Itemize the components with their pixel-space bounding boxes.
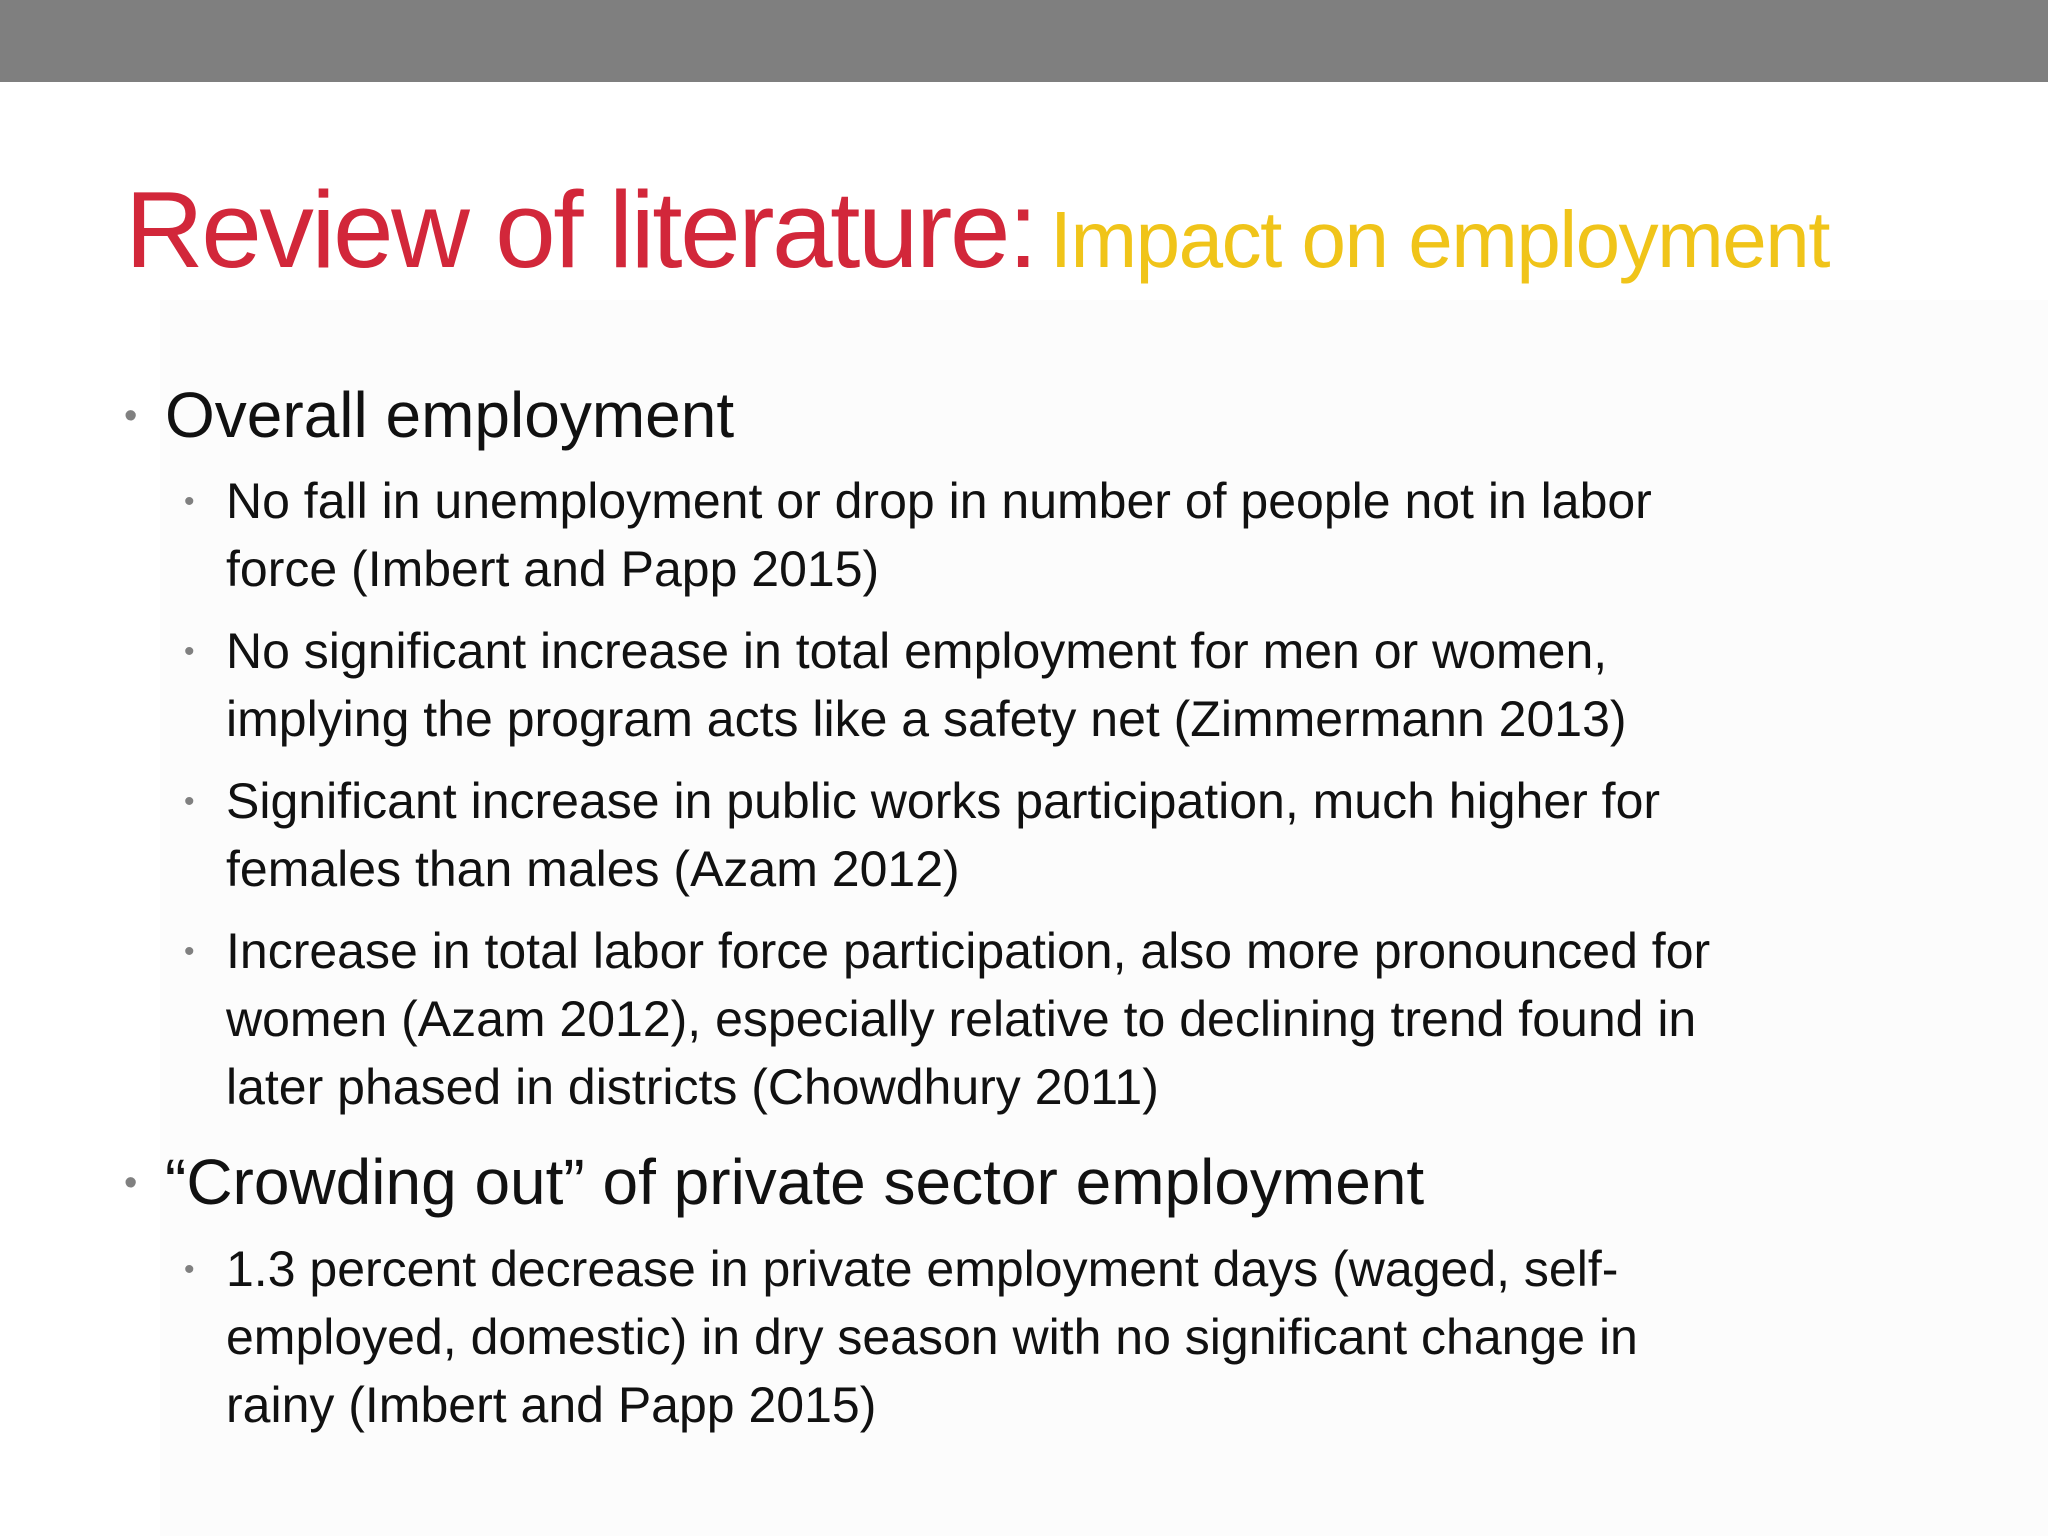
- sub-bullet-line: 1.3 percent decrease in private employment days (waged, self-: [226, 1241, 1619, 1297]
- sub-bullet-dot: •: [184, 1253, 195, 1286]
- sub-bullet-line: later phased in districts (Chowdhury 2011): [226, 1059, 1159, 1115]
- bullet-dot: •: [124, 395, 138, 437]
- bullet-heading-overall-employment: Overall employment: [165, 379, 735, 451]
- sub-bullet-dot: •: [184, 485, 195, 518]
- sub-bullet-line: Increase in total labor force participation, also more pronounced for: [226, 923, 1711, 979]
- sub-bullet-labor-force: [226, 917, 2026, 1121]
- top-bar: [0, 0, 2048, 82]
- sub-bullet-line: rainy (Imbert and Papp 2015): [226, 1377, 877, 1433]
- sub-bullet-private-employment: [226, 1235, 2026, 1439]
- sub-bullet-dot: •: [184, 635, 195, 668]
- sub-bullet-dot: •: [184, 785, 195, 818]
- sub-bullet-line: implying the program acts like a safety net (Zimmermann 2013): [226, 691, 1627, 747]
- title-subtitle: Impact on employment: [1049, 195, 1829, 284]
- sub-bullet-line: females than males (Azam 2012): [226, 841, 960, 897]
- bullet-dot: •: [124, 1162, 138, 1204]
- bullet-heading-crowding-out: “Crowding out” of private sector employment: [165, 1146, 1425, 1218]
- title-main: Review of literature:: [125, 169, 1036, 291]
- sub-bullet-line: force (Imbert and Papp 2015): [226, 541, 880, 597]
- sub-bullet-line: No fall in unemployment or drop in number of people not in labor: [226, 473, 1652, 529]
- slide-title: [125, 169, 1829, 291]
- sub-bullet-line: Significant increase in public works participation, much higher for: [226, 773, 1661, 829]
- sub-bullet-public-works: [226, 767, 2026, 903]
- sub-bullet-dot: •: [184, 935, 195, 968]
- sub-bullet-line: No significant increase in total employment for men or women,: [226, 623, 1608, 679]
- sub-bullet-total-employment: [226, 617, 2026, 753]
- sub-bullet-line: employed, domestic) in dry season with no significant change in: [226, 1309, 1638, 1365]
- sub-bullet-unemployment: [226, 467, 2026, 603]
- sub-bullet-line: women (Azam 2012), especially relative to declining trend found in: [226, 991, 1697, 1047]
